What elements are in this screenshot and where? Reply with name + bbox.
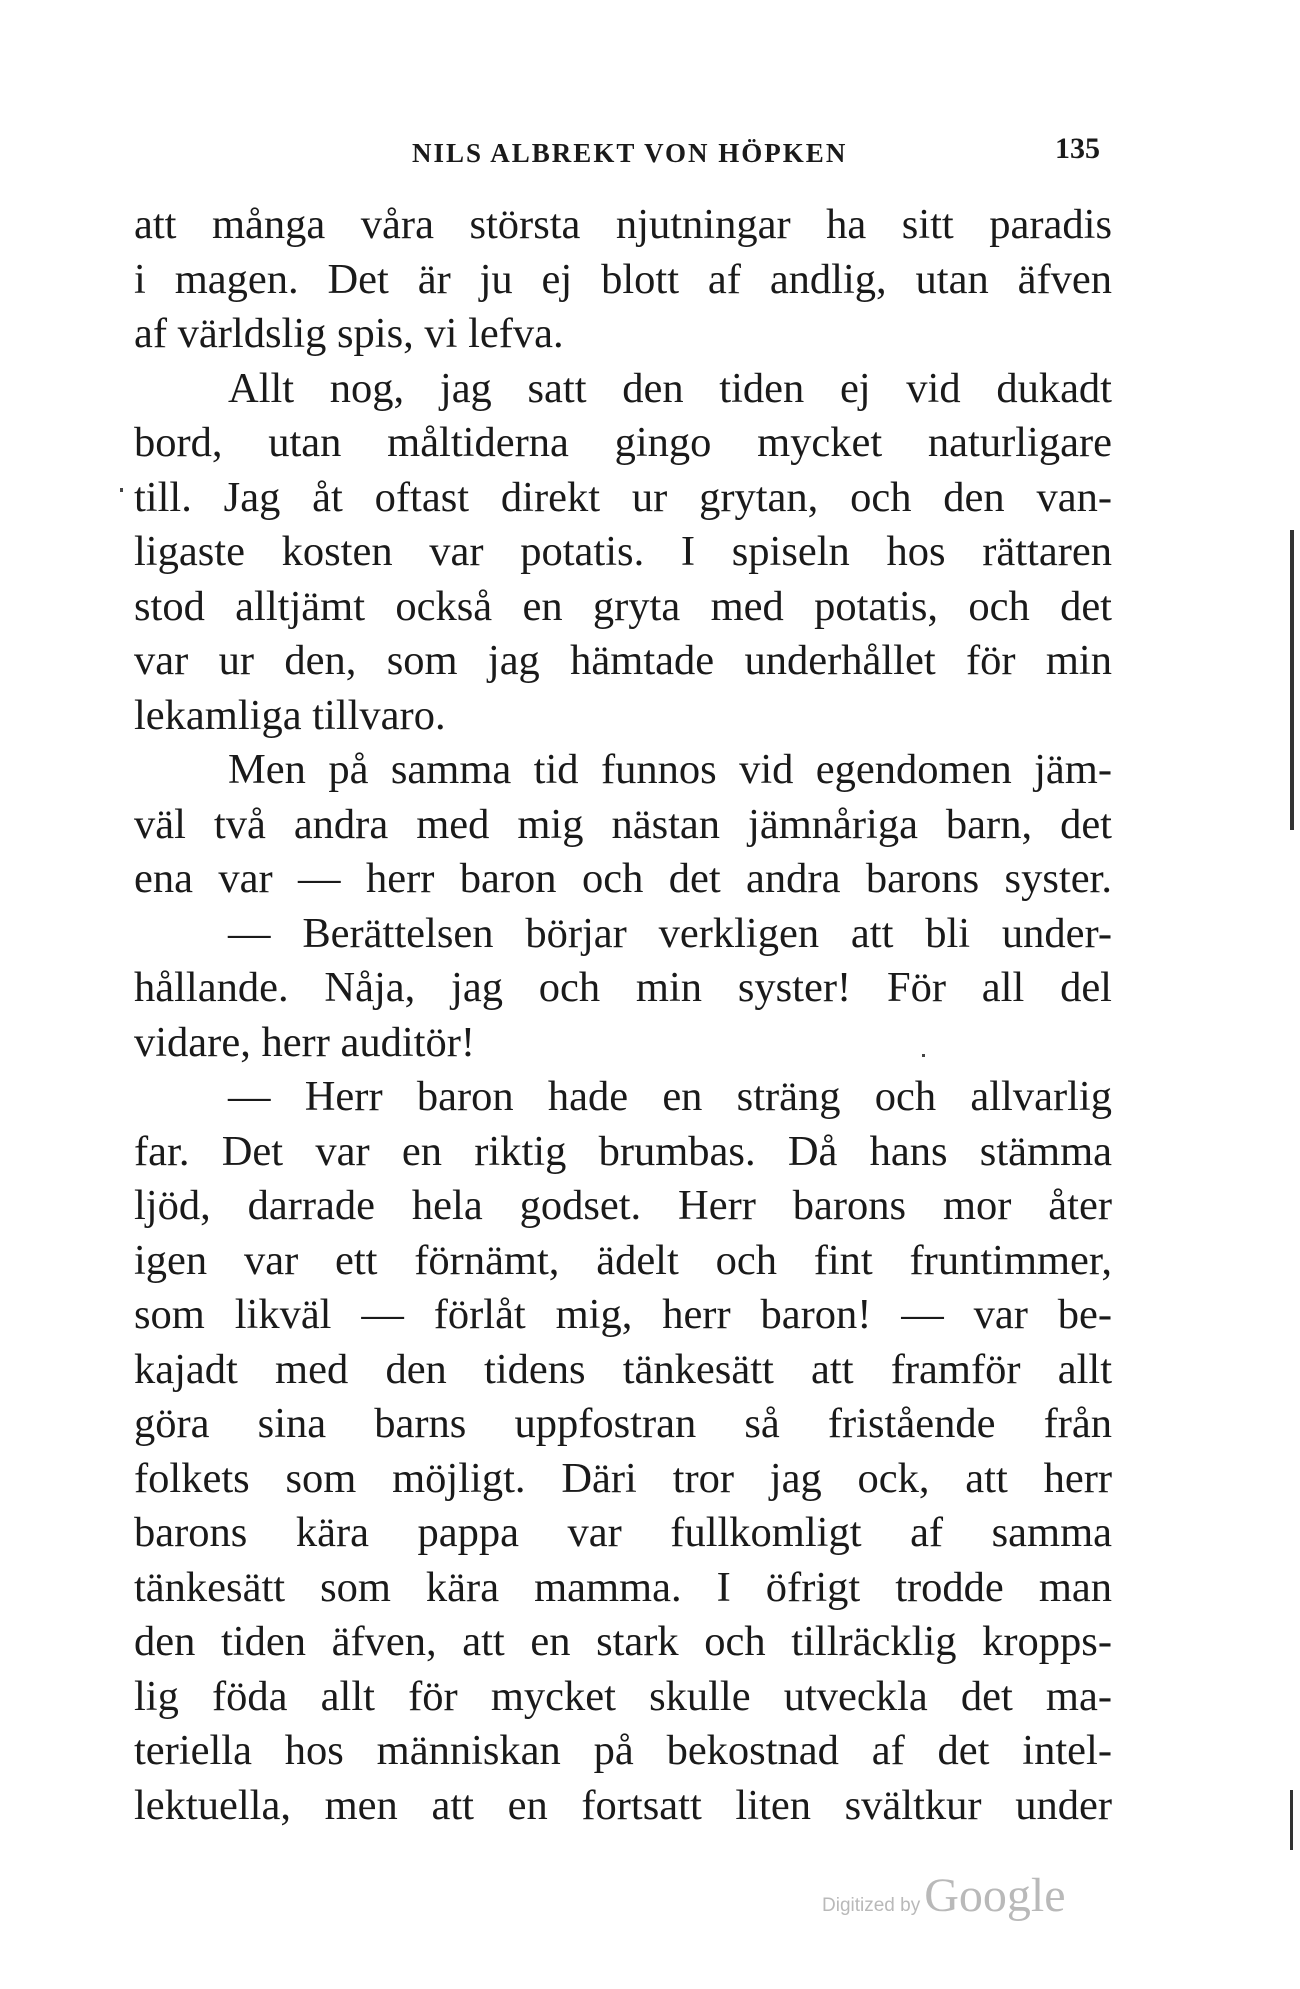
text-line: Men på samma tid funnos vid egendomen jäm- <box>228 746 1112 793</box>
text-line: folkets som möjligt. Däri tror jag ock, att herr <box>134 1454 1112 1502</box>
body-text <box>134 198 1112 1833</box>
text-line: far. Det var en riktig brumbas. Då hans stämma <box>134 1127 1112 1175</box>
text-line: var ur den, som jag hämtade underhållet för min <box>134 637 1112 684</box>
text-line: ljöd, darrade hela godset. Herr barons mor åter <box>134 1182 1112 1229</box>
text-line: kajadt med den tidens tänkesätt att framför allt <box>134 1345 1112 1393</box>
running-head: NILS ALBREKT VON HÖPKEN <box>412 138 848 168</box>
text-line: af världslig spis, vi lefva. <box>134 310 564 357</box>
text-line: — Herr baron hade en sträng och allvarlig <box>228 1073 1112 1120</box>
text-line: göra sina barns uppfostran så fristående från <box>134 1400 1112 1447</box>
text-line: hållande. Nåja, jag och min syster! För all del <box>134 964 1112 1011</box>
text-line: tänkesätt som kära mamma. I öfrigt trodde man <box>134 1563 1112 1611</box>
digitization-watermark <box>822 1868 1066 1923</box>
text-line: som likväl — förlåt mig, herr baron! — var be- <box>134 1291 1112 1338</box>
page-edge-rule <box>1290 530 1294 830</box>
watermark-prefix: Digitized by <box>822 1895 921 1916</box>
text-line: ligaste kosten var potatis. I spiseln hos rättaren <box>134 528 1112 575</box>
text-line: bord, utan måltiderna gingo mycket naturligare <box>134 419 1112 466</box>
text-line: att många våra största njutningar ha sitt paradis <box>134 201 1112 248</box>
text-line: igen var ett förnämt, ädelt och fint fruntimmer, <box>134 1236 1112 1284</box>
text-line: till. Jag åt oftast direkt ur grytan, och den van- <box>134 473 1112 521</box>
text-line: i magen. Det är ju ej blott af andlig, utan äfven <box>134 255 1112 303</box>
text-line: Allt nog, jag satt den tiden ej vid dukadt <box>228 364 1112 412</box>
text-line: — Berättelsen börjar verkligen att bli under- <box>228 909 1112 957</box>
text-line: väl två andra med mig nästan jämnåriga barn, det <box>134 800 1112 848</box>
text-line: vidare, herr auditör! <box>134 1018 476 1066</box>
watermark-brand: Google <box>924 1869 1066 1922</box>
page-number: 135 <box>1055 132 1100 165</box>
text-line: barons kära pappa var fullkomligt af samma <box>134 1509 1112 1556</box>
stray-ink-mark <box>120 488 123 492</box>
text-line: teriella hos människan på bekostnad af det intel- <box>134 1727 1112 1774</box>
text-line: lekamliga tillvaro. <box>134 691 446 739</box>
text-line: den tiden äfven, att en stark och tillräcklig kropps- <box>134 1618 1112 1665</box>
text-line: stod alltjämt också en gryta med potatis, och det <box>134 582 1112 630</box>
text-line: ena var — herr baron och det andra barons syster. <box>134 855 1112 902</box>
stray-ink-mark <box>922 1054 925 1057</box>
text-line: lektuella, men att en fortsatt liten svältkur under <box>134 1781 1112 1829</box>
page-edge-rule <box>1290 1790 1293 1850</box>
text-line: lig föda allt för mycket skulle utveckla det ma- <box>134 1672 1112 1720</box>
